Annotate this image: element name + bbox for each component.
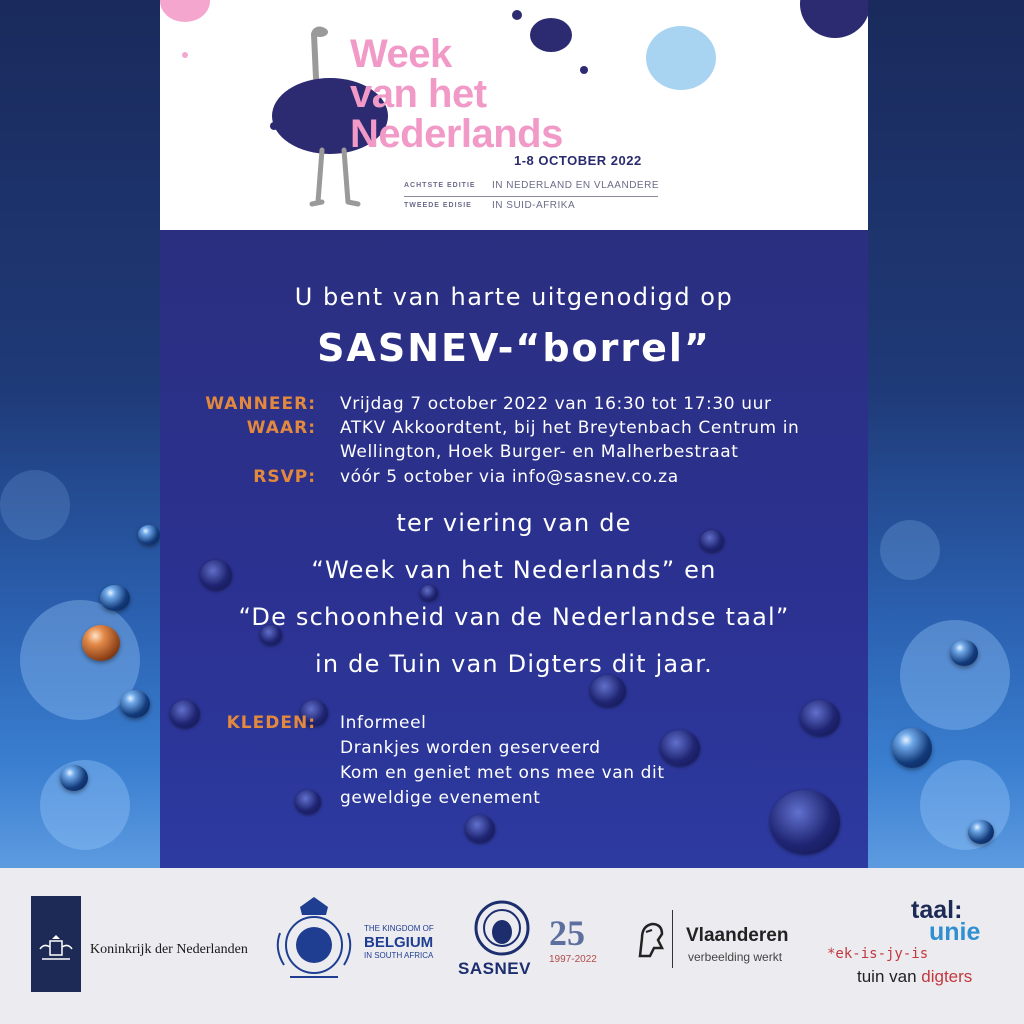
water-drop xyxy=(295,790,321,814)
water-drop xyxy=(950,640,978,666)
vlaanderen-divider xyxy=(672,910,673,968)
taalunie-logo-line: unie xyxy=(929,918,981,946)
water-drop xyxy=(590,675,626,707)
where-value: ATKV Akkoordtent, bij het Breytenbach Centrum in xyxy=(340,418,800,438)
edition-label: ACHTSTE EDITIE xyxy=(404,182,476,189)
when-label: WANNEER: xyxy=(205,394,316,414)
vlaanderen-tagline: verbeelding werkt xyxy=(688,950,783,964)
belgium-line: THE KINGDOM OF xyxy=(364,924,434,933)
dress-value: Drankjes worden geserveerd xyxy=(340,738,601,758)
belgium-line: IN SOUTH AFRICA xyxy=(364,951,434,960)
where-label: WAAR: xyxy=(246,418,316,438)
water-drop xyxy=(465,815,495,843)
rsvp-value: vóór 5 october via info@sasnev.co.za xyxy=(340,467,679,487)
title-line: Week xyxy=(350,32,452,76)
water-drop xyxy=(100,585,130,611)
water-drop xyxy=(138,525,160,545)
water-drop xyxy=(800,700,840,736)
dress-value: Informeel xyxy=(340,713,427,733)
pink-dot xyxy=(182,52,188,58)
invite-intro: U bent van harte uitgenodigd op xyxy=(294,283,734,311)
tuin-van-digters-logo xyxy=(857,967,972,987)
celebration-line: in de Tuin van Digters dit jaar. xyxy=(315,650,713,678)
celebration-line: “Week van het Nederlands” en xyxy=(311,556,717,584)
digters-tagline: *ek-is-jy-is xyxy=(827,946,929,962)
belgium-line: BELGIUM xyxy=(364,934,434,951)
dutch-coat-of-arms-icon xyxy=(38,935,74,965)
navy-splash xyxy=(800,0,868,38)
title-line: Nederlands xyxy=(350,112,563,156)
pink-splash xyxy=(160,0,210,22)
belgian-crest-icon xyxy=(270,893,358,989)
tuin-text: tuin van xyxy=(857,967,922,986)
edition-text: IN SUID-AFRIKA xyxy=(492,200,576,211)
rsvp-label: RSVP: xyxy=(253,467,316,487)
navy-dot xyxy=(512,10,522,20)
water-drop xyxy=(660,730,700,766)
taalunie-logo-line: taal: xyxy=(911,896,963,924)
navy-dot xyxy=(580,66,588,74)
dress-value: geweldige evenement xyxy=(340,788,541,808)
bokeh-light xyxy=(900,620,1010,730)
vlaanderen-name: Vlaanderen xyxy=(686,925,789,946)
when-value: Vrijdag 7 october 2022 van 16:30 tot 17:30 uur xyxy=(340,394,772,414)
netherlands-name: Koninkrijk der Nederlanden xyxy=(90,942,248,957)
water-drop xyxy=(770,790,840,854)
edition-text: IN NEDERLAND EN VLAANDERE xyxy=(492,180,659,191)
edition-divider xyxy=(404,196,658,197)
lightblue-splash xyxy=(646,26,716,90)
event-dates: 1-8 OCTOBER 2022 xyxy=(514,153,642,168)
edition-label: TWEEDE EDISIE xyxy=(404,202,472,209)
bokeh-light xyxy=(920,760,1010,850)
celebration-line: ter viering van de xyxy=(396,509,632,537)
lion-head-icon xyxy=(473,900,531,956)
copper-drop xyxy=(82,625,120,661)
dress-value: Kom en geniet met ons mee van dit xyxy=(340,763,665,783)
event-title xyxy=(350,34,563,154)
celebration-line: “De schoonheid van de Nederlandse taal” xyxy=(238,603,790,631)
sasnev-anniversary: 25 xyxy=(549,913,585,953)
sasnev-name: SASNEV xyxy=(458,959,531,978)
event-header-banner xyxy=(160,0,868,230)
dress-label: KLEDEN: xyxy=(226,713,316,733)
where-value: Wellington, Hoek Burger- en Malherbestraat xyxy=(340,442,739,462)
water-drop xyxy=(968,820,994,844)
event-name: SASNEV-“borrel” xyxy=(317,326,711,370)
water-drop xyxy=(120,690,150,718)
digters-text: digters xyxy=(921,967,973,986)
bokeh-light xyxy=(0,470,70,540)
water-drop xyxy=(892,728,932,768)
water-drop xyxy=(420,585,438,601)
title-line: van het xyxy=(350,72,487,116)
sasnev-years: 1997-2022 xyxy=(549,954,597,965)
bokeh-light xyxy=(880,520,940,580)
water-drop xyxy=(60,765,88,791)
flemish-lion-icon xyxy=(632,918,668,960)
